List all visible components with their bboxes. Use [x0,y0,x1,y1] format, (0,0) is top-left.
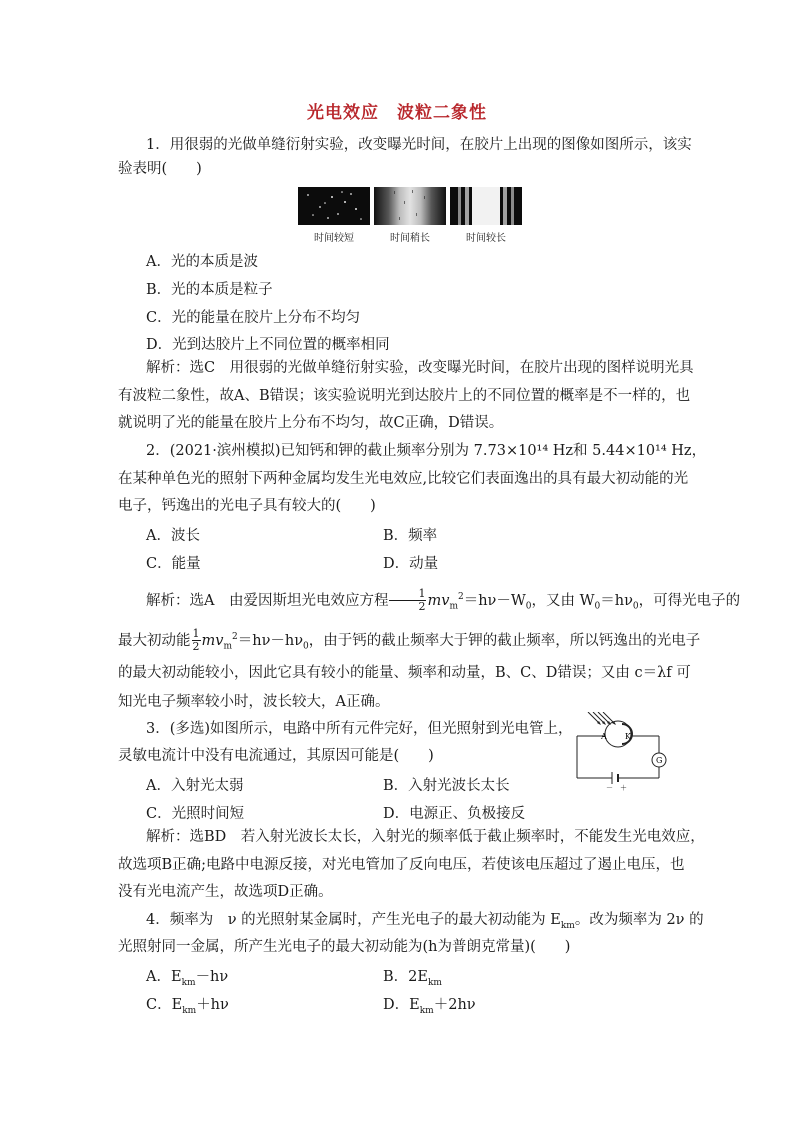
fraction-one-half: $\frac{1}{2}$ [389,588,426,613]
q2-stem-line1: 2．(2021·滨州模拟)已知钙和钾的截止频率分别为 7.73×10¹⁴ Hz和 5.44×10¹⁴ Hz， [146,443,707,459]
q3-analysis-line1: 解析：选BD 若入射光波长太长，入射光的频率低于截止频率时，不能发生光电效应， [146,829,705,845]
q1-option-d: D．光到达胶片上不同位置的概率相同 [146,337,390,353]
q4-stem-line2: 光照射同一金属，所产生光电子的最大初动能为(h为普朗克常量)( ) [118,939,571,955]
q1-diffraction-figure [298,187,522,247]
cathode-label: K [625,732,631,741]
q2-analysis-line2: 最大初动能 $\frac{1}{2}$ $mv_m^2=h\nu-h\nu_0$，由于钙的截止频率大于钾的截止频率，所以钙逸出的光电子 [118,627,701,654]
q3-option-d: D．电源正、负极接反 [383,806,526,822]
label-long: 时间较长 [466,233,506,244]
q2-option-c: C．能量 [146,556,201,572]
q3-analysis-line2: 故选项B正确;电路中电源反接，对光电管加了反向电压，若使该电压超过了遏止电压，也 [118,857,685,873]
battery-negative-label: － [606,784,613,792]
q1-stem-line2: 验表明( ) [118,161,202,177]
q2-stem-line2: 在某种单色光的照射下两种金属均发生光电效应,比较它们表面逸出的具有最大初动能的光 [118,471,689,487]
q2-option-a: A．波长 [146,528,200,544]
q3-stem-line1: 3．(多选)如图所示，电路中所有元件完好，但光照射到光电管上， [146,721,573,737]
short-exposure-image [298,187,370,225]
fraction-one-half: $\frac{1}{2}$ [192,627,200,654]
q4-option-a: A．$E_{km}-h\nu$ [146,969,229,988]
q4-option-c: C．$E_{km}+h\nu$ [146,997,229,1016]
q1-analysis-line3: 就说明了光的能量在胶片上分布不均匀，故C正确，D错误。 [118,415,504,431]
label-short: 时间较短 [314,233,354,244]
page-title: 光电效应 波粒二象性 [307,103,487,123]
q3-stem-line2: 灵敏电流计中没有电流通过，其原因可能是( ) [118,748,434,764]
galvanometer-label: G [656,756,663,765]
q2-option-b: B．频率 [383,528,438,544]
q1-option-a: A．光的本质是波 [146,254,258,270]
q2-analysis-line4: 知光电子频率较小时，波长较大，A正确。 [118,694,390,710]
q4-stem-line1: 4．频率为 ν 的光照射某金属时，产生光电子的最大初动能为 $E_{km}$。改为频率为 2ν 的 [146,912,704,931]
q4-option-d: D．$E_{km}+2h\nu$ [383,997,476,1016]
q2-option-d: D．动量 [383,556,439,572]
q4-option-b: B．$2E_{km}$ [383,969,442,988]
q1-analysis-line1: 解析：选C 用很弱的光做单缝衍射实验，改变曝光时间，在胶片出现的图样说明光具 [146,360,694,376]
long-exposure-image [450,187,522,225]
q1-option-b: B．光的本质是粒子 [146,282,273,298]
battery-positive-label: ＋ [620,784,627,792]
anode-label: A [601,732,607,741]
q3-option-b: B．入射光波长太长 [383,778,510,794]
q1-stem-line1: 1．用很弱的光做单缝衍射实验，改变曝光时间，在胶片上出现的图像如图所示，该实 [146,137,692,153]
q1-option-c: C．光的能量在胶片上分布不均匀 [146,310,361,326]
q3-option-c: C．光照时间短 [146,806,245,822]
phototube-circuit-diagram [570,712,670,792]
q2-stem-line3: 电子，钙逸出的光电子具有较大的( ) [118,498,376,514]
label-medium: 时间稍长 [390,233,430,244]
medium-exposure-image [374,187,446,225]
q2-analysis-line1: 解析：选A 由爱因斯坦光电效应方程 $\frac{1}{2}$ $mv_m^2=h\nu-W_0$，又由 $W_0=h\nu_0$，可得光电子的 [146,587,741,614]
q1-analysis-line2: 有波粒二象性，故A、B错误；该实验说明光到达胶片上的不同位置的概率是不一样的，也 [118,388,691,404]
q3-option-a: A．入射光太弱 [146,778,244,794]
q2-analysis-line3: 的最大初动能较小，因此它具有较小的能量、频率和动量，B、C、D错误；又由 c＝λf 可 [118,665,691,681]
q3-analysis-line3: 没有光电流产生，故选项D正确。 [118,884,333,900]
